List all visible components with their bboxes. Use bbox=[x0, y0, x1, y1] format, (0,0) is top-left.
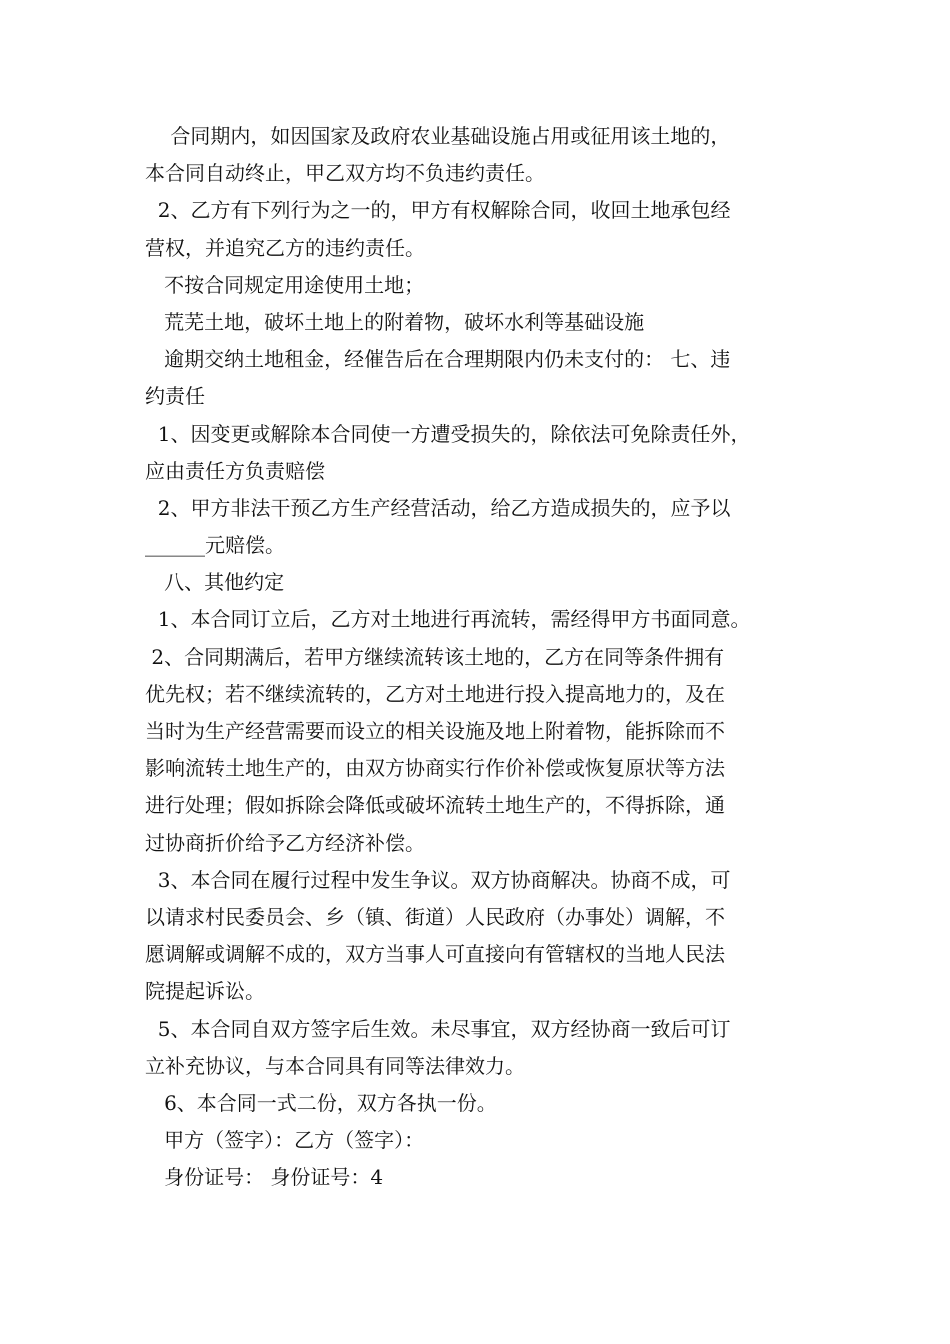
text-line: 过协商折价给予乙方经济补偿。 bbox=[145, 830, 425, 855]
text-line: 荒芜土地，破坏土地上的附着物，破坏水利等基础设施 bbox=[145, 309, 645, 334]
text-line: 影响流转土地生产的，由双方协商实行作价补偿或恢复原状等方法 bbox=[145, 756, 725, 781]
text-line: 进行处理；假如拆除会降低或破坏流转土地生产的，不得拆除，通 bbox=[145, 793, 725, 818]
text-line: 本合同自动终止，甲乙双方均不负违约责任。 bbox=[145, 161, 545, 186]
contract-text bbox=[145, 118, 825, 1196]
text-line: 5、本合同自双方签字后生效。未尽事宜，双方经协商一致后可订 bbox=[145, 1016, 731, 1041]
text-line: ______元赔偿。 bbox=[145, 533, 285, 558]
text-line: 2、合同期满后，若甲方继续流转该土地的，乙方在同等条件拥有 bbox=[145, 644, 725, 669]
signature-line: 甲方（签字）：乙方（签字）： bbox=[145, 1128, 425, 1153]
text-line: 不按合同规定用途使用土地； bbox=[145, 272, 425, 297]
text-line: 立补充协议，与本合同具有同等法律效力。 bbox=[145, 1053, 525, 1078]
text-line: 2、甲方非法干预乙方生产经营活动，给乙方造成损失的，应予以 bbox=[145, 495, 731, 520]
text-line: 1、因变更或解除本合同使一方遭受损失的，除依法可免除责任外， bbox=[145, 421, 751, 446]
text-line: 1、本合同订立后，乙方对土地进行再流转，需经得甲方书面同意。 bbox=[145, 607, 751, 632]
text-line: 当时为生产经营需要而设立的相关设施及地上附着物，能拆除而不 bbox=[145, 719, 725, 743]
text-line: 2、乙方有下列行为之一的，甲方有权解除合同，收回土地承包经 bbox=[145, 198, 731, 223]
text-line: 6、本合同一式二份，双方各执一份。 bbox=[145, 1090, 497, 1115]
text-line: 应由责任方负责赔偿 bbox=[145, 458, 325, 483]
text-line: 院提起诉讼。 bbox=[145, 979, 265, 1004]
text-line: 以请求村民委员会、乡（镇、街道）人民政府（办事处）调解，不 bbox=[145, 904, 725, 929]
section-heading: 八、其他约定 bbox=[145, 570, 285, 595]
text-line: 愿调解或调解不成的，双方当事人可直接向有管辖权的当地人民法 bbox=[145, 942, 725, 967]
text-line: 约责任 bbox=[145, 384, 205, 409]
id-number-line: 身份证号： 身份证号：4 bbox=[145, 1165, 384, 1190]
text-line: 3、本合同在履行过程中发生争议。双方协商解决。协商不成，可 bbox=[145, 867, 731, 892]
text-line: 合同期内，如因国家及政府农业基础设施占用或征用该土地的， bbox=[145, 124, 731, 148]
text-line: 营权，并追究乙方的违约责任。 bbox=[145, 235, 425, 260]
text-line: 优先权；若不继续流转的，乙方对土地进行投入提高地力的，及在 bbox=[145, 681, 725, 706]
text-line: 逾期交纳土地租金，经催告后在合理期限内仍未支付的： 七、违 bbox=[145, 347, 731, 372]
